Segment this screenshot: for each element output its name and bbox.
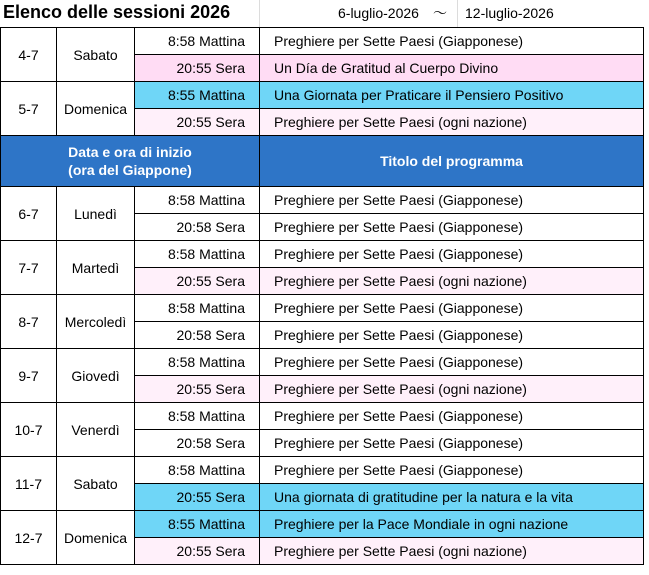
session-program-title: Un Día de Gratitud al Cuerpo Divino	[260, 55, 644, 82]
session-program-title: Preghiere per Sette Paesi (Giapponese)	[260, 349, 644, 376]
session-time: 20:55 Sera	[135, 109, 260, 136]
session-program-title: Preghiere per Sette Paesi (Giapponese)	[260, 322, 644, 349]
datetime-header-line1: Data e ora di inizio	[68, 144, 192, 160]
session-time: 8:58 Mattina	[135, 187, 260, 214]
session-weekday: Domenica	[57, 511, 135, 565]
session-program-title: Preghiere per Sette Paesi (Giapponese)	[260, 457, 644, 484]
sessions-after	[1, 187, 644, 565]
session-program-title: Preghiere per Sette Paesi (Giapponese)	[260, 295, 644, 322]
session-date: 8-7	[1, 295, 57, 349]
session-program-title: Preghiere per Sette Paesi (Giapponese)	[260, 28, 644, 55]
table-row	[1, 295, 644, 322]
date-start: 6-luglio-2026	[338, 5, 419, 21]
session-weekday: Giovedì	[57, 349, 135, 403]
page-title: Elenco delle sessioni 2026	[3, 2, 231, 22]
session-date: 10-7	[1, 403, 57, 457]
table-row	[1, 187, 644, 214]
datetime-column-header	[1, 136, 260, 187]
sessions-table	[0, 27, 644, 565]
session-program-title: Preghiere per Sette Paesi (Giapponese)	[260, 430, 644, 457]
session-weekday: Venerdì	[57, 403, 135, 457]
session-time: 20:55 Sera	[135, 538, 260, 565]
session-time: 8:58 Mattina	[135, 403, 260, 430]
session-program-title: Preghiere per Sette Paesi (Giapponese)	[260, 214, 644, 241]
session-time: 20:55 Sera	[135, 268, 260, 295]
session-time: 8:58 Mattina	[135, 28, 260, 55]
session-time: 8:58 Mattina	[135, 295, 260, 322]
table-header	[1, 136, 644, 187]
table-row	[1, 82, 644, 109]
table-row	[1, 457, 644, 484]
session-program-title: Preghiere per Sette Paesi (Giapponese)	[260, 187, 644, 214]
session-time: 20:55 Sera	[135, 376, 260, 403]
session-time: 8:55 Mattina	[135, 82, 260, 109]
session-date: 11-7	[1, 457, 57, 511]
session-date: 7-7	[1, 241, 57, 295]
date-range-separator: ～	[433, 5, 447, 21]
session-program-title: Preghiere per Sette Paesi (ogni nazione)	[260, 268, 644, 295]
session-date: 6-7	[1, 187, 57, 241]
table-row	[1, 28, 644, 55]
session-program-title: Una giornata di gratitudine per la natura e la vita	[260, 484, 644, 511]
session-time: 20:58 Sera	[135, 322, 260, 349]
session-time: 20:55 Sera	[135, 55, 260, 82]
session-date: 4-7	[1, 28, 57, 82]
program-column-header: Titolo del programma	[260, 136, 644, 187]
session-program-title: Preghiere per la Pace Mondiale in ogni nazione	[260, 511, 644, 538]
session-program-title: Preghiere per Sette Paesi (Giapponese)	[260, 403, 644, 430]
session-time: 8:55 Mattina	[135, 511, 260, 538]
session-weekday: Mercoledì	[57, 295, 135, 349]
table-row	[1, 241, 644, 268]
session-time: 20:55 Sera	[135, 484, 260, 511]
table-row	[1, 403, 644, 430]
header-divider	[457, 0, 458, 27]
session-program-title: Preghiere per Sette Paesi (Giapponese)	[260, 241, 644, 268]
session-program-title: Preghiere per Sette Paesi (ogni nazione)	[260, 376, 644, 403]
session-weekday: Sabato	[57, 457, 135, 511]
session-time: 8:58 Mattina	[135, 349, 260, 376]
session-date: 12-7	[1, 511, 57, 565]
session-date: 5-7	[1, 82, 57, 136]
session-weekday: Domenica	[57, 82, 135, 136]
session-program-title: Preghiere per Sette Paesi (ogni nazione)	[260, 538, 644, 565]
session-time: 8:58 Mattina	[135, 457, 260, 484]
session-time: 20:58 Sera	[135, 430, 260, 457]
session-program-title: Preghiere per Sette Paesi (ogni nazione)	[260, 109, 644, 136]
header-divider	[259, 0, 260, 27]
schedule-header	[0, 0, 649, 27]
datetime-header-line2: (ora del Giappone)	[68, 162, 192, 178]
date-end: 12-luglio-2026	[465, 5, 554, 21]
sessions-before	[1, 28, 644, 136]
session-weekday: Sabato	[57, 28, 135, 82]
session-time: 8:58 Mattina	[135, 241, 260, 268]
table-row	[1, 511, 644, 538]
session-program-title: Una Giornata per Praticare il Pensiero Positivo	[260, 82, 644, 109]
table-row	[1, 349, 644, 376]
session-weekday: Martedì	[57, 241, 135, 295]
session-time: 20:58 Sera	[135, 214, 260, 241]
session-date: 9-7	[1, 349, 57, 403]
session-weekday: Lunedì	[57, 187, 135, 241]
